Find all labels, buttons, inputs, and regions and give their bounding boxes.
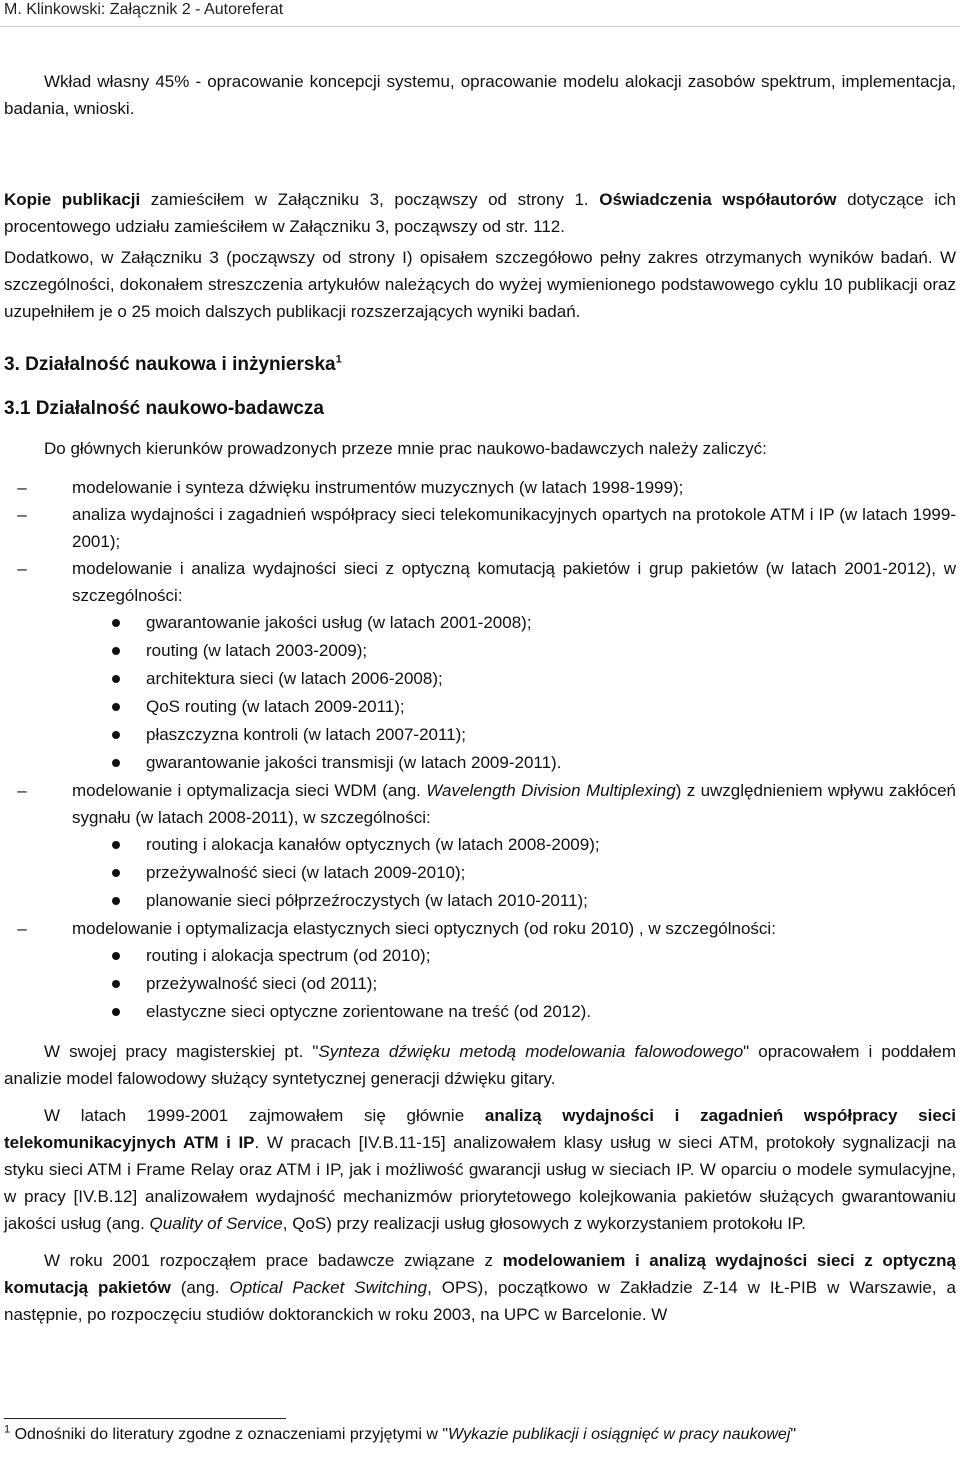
- sub-list-item-text: płaszczyzna kontroli (w latach 2007-2011);: [146, 725, 467, 744]
- footnote-rule: [4, 1418, 286, 1419]
- ops-bold: modelowaniem i analizą wydajności sieci z optyczną komutacją pakietów: [4, 1251, 957, 1297]
- copies-bold: Kopie publikacji: [4, 190, 141, 209]
- sub-list-item-text: routing (w latach 2003-2009);: [146, 641, 368, 660]
- bullet-dot: [112, 759, 120, 767]
- paragraph-ops: [4, 1247, 956, 1328]
- section-3-title: 3. Działalność naukowa i inżynierska: [4, 354, 336, 375]
- sub-list-item: [4, 637, 956, 665]
- footnote-text-1: Odnośniki do literatury zgodne z oznaczeniami przyjętymi w ": [10, 1426, 448, 1443]
- sub-list-item-text: architektura sieci (w latach 2006-2008);: [146, 669, 443, 688]
- section-3-heading: [4, 353, 956, 377]
- bullet-dot: [112, 1008, 120, 1016]
- section-3-1-heading: 3.1 Działalność naukowo-badawcza: [4, 398, 324, 419]
- dash-marker: –: [17, 781, 27, 800]
- sub-list-ops: [72, 609, 956, 777]
- ops-italic: Optical Packet Switching: [229, 1278, 428, 1297]
- copies-text-1: zamieściłem w Załączniku 3, począwszy od strony 1.: [140, 190, 600, 209]
- paragraph-additional: Dodatkowo, w Załączniku 3 (począwszy od strony I) opisałem szczegółowo pełny zakres otrzymanych wyników badań. W szczególności, dokonałem streszczenia artykułów należących do wyżej wymienionego podstawowego cyklu 10 publikacji oraz uzupełniłem je o 25 moich dalszych publikacji rozszerzających wyniki badań.: [4, 248, 956, 321]
- atm-text-1: W latach 1999-2001 zajmowałem się głównie: [44, 1106, 485, 1125]
- list-item: [4, 501, 956, 555]
- list-item-text: modelowanie i optymalizacja sieci WDM (ang.: [72, 781, 427, 800]
- ops-text-3: , OPS), początkowo w Zakładzie Z-14 w IŁ-PIB w Warszawie, a następnie, po rozpoczęciu studiów doktoranckich w roku 2003, na UPC w Barcelonie. W: [4, 1278, 956, 1324]
- sub-list-item-text: routing i alokacja spectrum (od 2010);: [146, 946, 431, 965]
- bullet-dot: [112, 869, 120, 877]
- list-item: [4, 915, 956, 1026]
- bullet-dot: [112, 841, 120, 849]
- ops-text-1: W roku 2001 rozpocząłem prace badawcze związane z: [44, 1251, 503, 1270]
- list-item: [4, 777, 956, 915]
- list-item-text: modelowanie i synteza dźwięku instrumentów muzycznych (w latach 1998-1999);: [72, 478, 684, 497]
- dash-marker: –: [17, 559, 27, 578]
- footnote-marker: 1: [335, 353, 342, 366]
- paragraph-copies: [4, 186, 956, 240]
- list-item-text: analiza wydajności i zagadnień współpracy sieci telekomunikacyjnych opartych na protokole ATM i IP (w latach 1999-2001);: [72, 505, 956, 551]
- list-item-text: modelowanie i analiza wydajności sieci z optyczną komutacją pakietów i grup pakietów (w latach 2001-2012), w szczególności:: [72, 559, 956, 605]
- footnote-italic: Wykazie publikacji i osiągnięć w pracy naukowej: [448, 1426, 791, 1443]
- sub-list-item: [4, 970, 956, 998]
- paragraph-masters-thesis: [4, 1038, 956, 1092]
- sub-list-elastic: [72, 942, 956, 1026]
- footnote-text-2: ": [790, 1426, 797, 1443]
- page-header: M. Klinkowski: Załącznik 2 - Autoreferat: [4, 1, 284, 18]
- footnote: [4, 1425, 956, 1445]
- bullet-dot: [112, 647, 120, 655]
- dash-marker: –: [17, 919, 27, 938]
- sub-list-item-text: gwarantowanie jakości transmisji (w latach 2009-2011).: [146, 753, 562, 772]
- list-item-text: ) z uwzględnieniem wpływu zakłóceń sygnału (w latach 2008-2011), w szczególności:: [72, 781, 957, 827]
- sub-list-item-text: przeżywalność sieci (od 2011);: [146, 974, 378, 993]
- ops-text-2: (ang.: [170, 1278, 230, 1297]
- bullet-dot: [112, 703, 120, 711]
- bullet-dot: [112, 980, 120, 988]
- sub-list-item-text: elastyczne sieci optyczne zorientowane na treść (od 2012).: [146, 1002, 592, 1021]
- sub-list-item-text: QoS routing (w latach 2009-2011);: [146, 697, 405, 716]
- list-item: [4, 555, 956, 777]
- sub-list-item: [4, 609, 956, 637]
- bullet-dot: [112, 675, 120, 683]
- atm-text-2: . W pracach [IV.B.11-15] analizowałem klasy usług w sieci ATM, protokoły sygnalizacji na styku sieci ATM i Frame Relay oraz ATM i IP, jak i możliwość gwarancji usług w sieciach IP. W oparciu o modele symulacyjne, w pracy [IV.B.12] analizowałem wydajność mechanizmów priorytetowego kolejkowania pakietów służących gwarantowaniu jakości usług (ang.: [4, 1133, 956, 1233]
- copies-text-2: dotyczące ich procentowego udziału zamieściłem w Załączniku 3, począwszy od str. 112.: [4, 190, 956, 236]
- document-body: [4, 68, 956, 1328]
- dash-marker: –: [17, 505, 27, 524]
- sub-list-wdm: [72, 831, 956, 915]
- sub-list-item: [4, 721, 956, 749]
- sub-list-item: [4, 749, 956, 777]
- sub-list-item: [4, 665, 956, 693]
- bullet-dot: [112, 952, 120, 960]
- sub-list-item: [4, 942, 956, 970]
- atm-text-3: , QoS) przy realizacji usług głosowych z wykorzystaniem protokołu IP.: [282, 1214, 806, 1233]
- list-item-text: modelowanie i optymalizacja elastycznych sieci optycznych (od roku 2010) , w szczególności:: [72, 919, 776, 938]
- sub-list-item-text: planowanie sieci półprzeźroczystych (w latach 2010-2011);: [146, 891, 588, 910]
- sub-list-item: [4, 831, 956, 859]
- paragraph-atm-ip: [4, 1102, 956, 1237]
- atm-bold: analizą wydajności i zagadnień współpracy sieci telekomunikacyjnych ATM i IP: [4, 1106, 956, 1152]
- masters-text-1: W swojej pracy magisterskiej pt. ": [44, 1042, 319, 1061]
- intro-paragraph: Do głównych kierunków prowadzonych przeze mnie prac naukowo-badawczych należy zaliczyć:: [44, 439, 767, 458]
- dash-marker: –: [17, 478, 27, 497]
- sub-list-item: [4, 693, 956, 721]
- bullet-dot: [112, 897, 120, 905]
- sub-list-item-text: przeżywalność sieci (w latach 2009-2010);: [146, 863, 466, 882]
- masters-text-2: " opracowałem i poddałem analizie model falowodowy służący syntetycznej generacji dźwięku gitary.: [4, 1042, 956, 1088]
- bullet-dot: [112, 619, 120, 627]
- bullet-dot: [112, 731, 120, 739]
- sub-list-item: [4, 887, 956, 915]
- list-item: [4, 474, 956, 501]
- atm-italic: Quality of Service: [149, 1214, 283, 1233]
- sub-list-item-text: gwarantowanie jakości usług (w latach 2001-2008);: [146, 613, 532, 632]
- masters-title-italic: Synteza dźwięku metodą modelowania falowodowego: [318, 1042, 744, 1061]
- list-item-italic: Wavelength Division Multiplexing: [426, 781, 676, 800]
- sub-list-item: [4, 998, 956, 1026]
- research-directions-list: [4, 474, 956, 1026]
- footnote-number: 1: [4, 1423, 11, 1436]
- header-rule: [0, 26, 960, 27]
- sub-list-item: [4, 859, 956, 887]
- paragraph-contribution: Wkład własny 45% - opracowanie koncepcji systemu, opracowanie modelu alokacji zasobów spektrum, implementacja, badania, wnioski.: [4, 72, 956, 118]
- sub-list-item-text: routing i alokacja kanałów optycznych (w latach 2008-2009);: [146, 835, 600, 854]
- statements-bold: Oświadczenia współautorów: [599, 190, 837, 209]
